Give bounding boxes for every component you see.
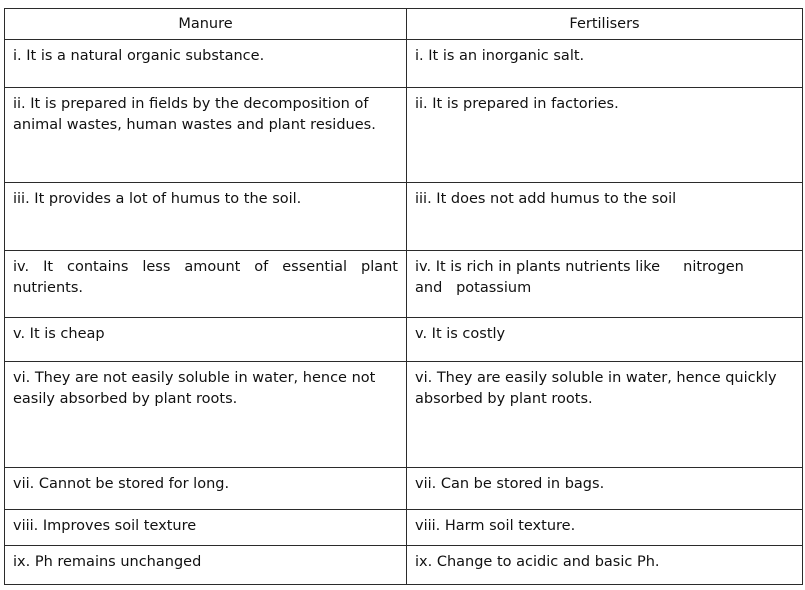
cell-fertilisers-8: viii. Harm soil texture. bbox=[407, 510, 803, 546]
table-header-row bbox=[5, 9, 803, 40]
cell-fertilisers-4 bbox=[407, 251, 803, 318]
cell-manure-4-line1: iv. It contains less amount of essential plant bbox=[13, 259, 398, 275]
manure-vs-fertilisers-table bbox=[4, 8, 803, 585]
table-row bbox=[5, 362, 803, 468]
cell-fertilisers-2: ii. It is prepared in factories. bbox=[407, 88, 803, 183]
cell-fertilisers-6: vi. They are easily soluble in water, hence quickly absorbed by plant roots. bbox=[407, 362, 803, 468]
table-row bbox=[5, 251, 803, 318]
cell-manure-1: i. It is a natural organic substance. bbox=[5, 40, 407, 88]
cell-fertilisers-9: ix. Change to acidic and basic Ph. bbox=[407, 546, 803, 585]
header-fertilisers: Fertilisers bbox=[407, 9, 803, 40]
cell-manure-8: viii. Improves soil texture bbox=[5, 510, 407, 546]
header-manure: Manure bbox=[5, 9, 407, 40]
table-row bbox=[5, 40, 803, 88]
cell-fertilisers-4-line2: and potassium bbox=[415, 280, 532, 296]
cell-manure-4-line2: nutrients. bbox=[13, 280, 84, 296]
cell-fertilisers-5: v. It is costly bbox=[407, 318, 803, 362]
cell-manure-6: vi. They are not easily soluble in water, hence not easily absorbed by plant roots. bbox=[5, 362, 407, 468]
cell-manure-2: ii. It is prepared in fields by the decomposition of animal wastes, human wastes and plant residues. bbox=[5, 88, 407, 183]
cell-manure-5: v. It is cheap bbox=[5, 318, 407, 362]
cell-manure-3: iii. It provides a lot of humus to the soil. bbox=[5, 183, 407, 251]
table-row bbox=[5, 183, 803, 251]
cell-manure-4 bbox=[5, 251, 407, 318]
cell-manure-9: ix. Ph remains unchanged bbox=[5, 546, 407, 585]
table-row bbox=[5, 88, 803, 183]
table-row bbox=[5, 468, 803, 510]
cell-fertilisers-1: i. It is an inorganic salt. bbox=[407, 40, 803, 88]
cell-manure-7: vii. Cannot be stored for long. bbox=[5, 468, 407, 510]
comparison-table-wrapper bbox=[4, 8, 803, 585]
table-row bbox=[5, 318, 803, 362]
table-row bbox=[5, 546, 803, 585]
cell-fertilisers-7: vii. Can be stored in bags. bbox=[407, 468, 803, 510]
cell-fertilisers-4-line1: iv. It is rich in plants nutrients like nitrogen bbox=[415, 259, 744, 275]
cell-fertilisers-3: iii. It does not add humus to the soil bbox=[407, 183, 803, 251]
table-row bbox=[5, 510, 803, 546]
